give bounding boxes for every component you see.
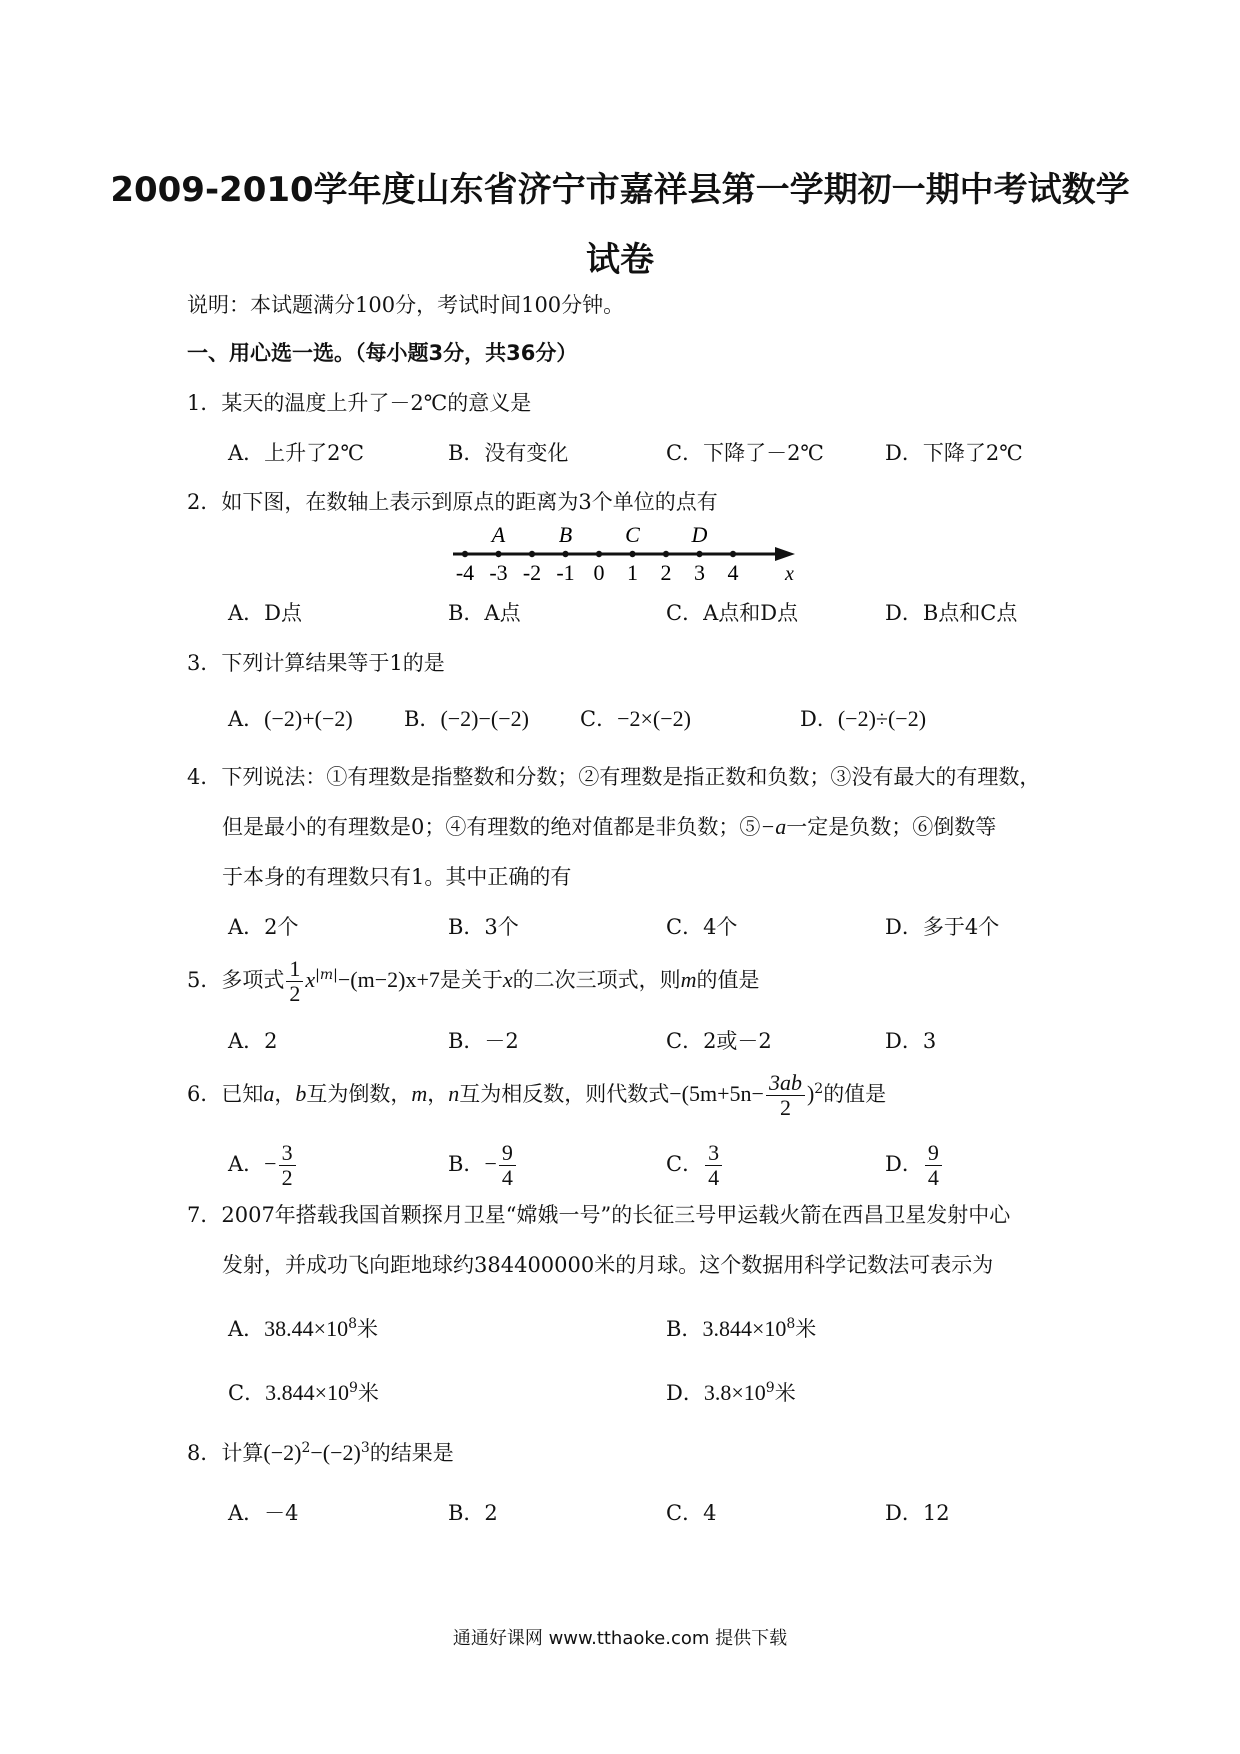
q5-option-b: B．－2 bbox=[448, 1029, 519, 1053]
exam-title-line1: 2009-2010学年度山东省济宁市嘉祥县第一学期初一期中考试数学 bbox=[110, 170, 1130, 210]
number-line-tick-label: -2 bbox=[522, 560, 542, 585]
number-line-tick-dot bbox=[462, 551, 468, 557]
number-line-tick-label: 4 bbox=[727, 560, 739, 585]
q2-option-d: D．B点和C点 bbox=[885, 601, 1018, 625]
q5-fraction: $\frac{1}{2}$ bbox=[286, 957, 303, 1006]
q8-option-d: D．12 bbox=[885, 1501, 950, 1525]
q8-option-b: B．2 bbox=[448, 1501, 498, 1525]
q2-option-b: B．A点 bbox=[448, 601, 521, 625]
number-line-tick-label: -4 bbox=[455, 560, 475, 585]
question-4-line2: 但是最小的有理数是0；④有理数的绝对值都是非负数；⑤−a一定是负数；⑥倒数等 bbox=[222, 814, 997, 839]
number-line-tick-dot bbox=[663, 551, 669, 557]
number-line-tick-label: -3 bbox=[489, 560, 508, 585]
q7-option-c: C．$3.844\times 10^9$米 bbox=[228, 1380, 379, 1405]
q7-option-d: D．$3.8\times 10^9$米 bbox=[666, 1380, 796, 1405]
q4-option-d: D．多于4个 bbox=[885, 915, 1000, 939]
number-line-point-label: B bbox=[558, 522, 573, 547]
q7-option-b: B．$3.844\times 10^8$米 bbox=[666, 1316, 817, 1341]
footer-watermark: 通通好课网 www.tthaoke.com 提供下载 bbox=[452, 1628, 788, 1649]
q4-option-a: A．2个 bbox=[228, 915, 299, 939]
q4-option-c: C．4个 bbox=[666, 915, 738, 939]
q6-fraction: $\frac{3ab}{2}$ bbox=[766, 1071, 805, 1120]
number-line-tick-dot bbox=[562, 551, 568, 557]
q2-option-a: A．D点 bbox=[228, 601, 303, 625]
q5-option-d: D．3 bbox=[885, 1029, 937, 1053]
question-3-stem: 3．下列计算结果等于1的是 bbox=[187, 651, 445, 675]
q5-option-a: A．2 bbox=[228, 1029, 278, 1053]
q4-option-b: B．3个 bbox=[448, 915, 519, 939]
number-line-tick-dot bbox=[596, 551, 602, 557]
q1-option-c: C．下降了－2℃ bbox=[666, 441, 824, 465]
number-line-point-label: A bbox=[491, 522, 506, 547]
question-4-line1: 4．下列说法：①有理数是指整数和分数；②有理数是指正数和负数；③没有最大的有理数， bbox=[187, 765, 1041, 789]
q3-option-a: A．(−2)+(−2) bbox=[228, 706, 353, 731]
number-line-tick-label: -1 bbox=[556, 560, 575, 585]
q6-option-c: C． $\frac{3}{4}$ bbox=[666, 1136, 724, 1192]
q7-option-a: A．$38.44\times 10^8$米 bbox=[228, 1316, 379, 1341]
number-line-tick-label: 1 bbox=[627, 560, 638, 585]
q3-option-d: D．(−2)÷(−2) bbox=[800, 706, 927, 731]
question-8-stem: 8．计算$(-2)^2-(-2)^3$的结果是 bbox=[187, 1440, 454, 1465]
q1-option-b: B．没有变化 bbox=[448, 441, 569, 465]
number-line-tick-label: 3 bbox=[694, 560, 705, 585]
number-line-axis-label: x bbox=[785, 563, 794, 585]
q2-option-c: C．A点和D点 bbox=[666, 601, 799, 625]
q6-option-a: A．− $\frac{3}{2}$ bbox=[228, 1136, 298, 1192]
q1-option-d: D．下降了2℃ bbox=[885, 441, 1023, 465]
q6-option-b: B．− $\frac{9}{4}$ bbox=[448, 1136, 518, 1192]
number-line-tick-dot bbox=[696, 551, 702, 557]
q5-option-c: C．2或－2 bbox=[666, 1029, 772, 1053]
question-6-stem: 6．已知a，b互为倒数，m，n互为相反数，则代数式−(5m+5n− $\frac{3ab}{2}$ )$^2$的值是 bbox=[187, 1070, 887, 1120]
number-line-tick-dot bbox=[730, 551, 736, 557]
q8-option-a: A．－4 bbox=[228, 1501, 299, 1525]
number-line-figure bbox=[445, 520, 805, 586]
number-line-tick-label: 2 bbox=[660, 560, 672, 585]
number-line-point-label: D bbox=[691, 522, 708, 547]
q1-option-a: A．上升了2℃ bbox=[228, 441, 365, 465]
instructions: 说明：本试题满分100分，考试时间100分钟。 bbox=[187, 293, 625, 317]
number-line-tick-dot bbox=[495, 551, 501, 557]
number-line-point-label: C bbox=[625, 522, 640, 547]
exam-title-line2: 试卷 bbox=[586, 240, 654, 280]
number-line-tick-label: 0 bbox=[593, 560, 605, 585]
question-4-line3: 于本身的有理数只有1。其中正确的有 bbox=[222, 865, 572, 889]
q3-option-c: C．−2×(−2) bbox=[580, 706, 691, 731]
question-7-line2: 发射，并成功飞向距地球约384400000米的月球。这个数据用科学记数法可表示为 bbox=[222, 1253, 994, 1277]
number-line-tick-dot bbox=[629, 551, 635, 557]
question-7-line1: 7．2007年搭载我国首颗探月卫星“嫦娥一号”的长征三号甲运载火箭在西昌卫星发射中心 bbox=[187, 1203, 1011, 1227]
section-heading: 一、用心选一选。（每小题3分，共36分） bbox=[187, 341, 578, 365]
q8-option-c: C．4 bbox=[666, 1501, 717, 1525]
number-line-tick-dot bbox=[529, 551, 535, 557]
question-1-stem: 1．某天的温度上升了－2℃的意义是 bbox=[187, 391, 532, 415]
question-5-stem: 5．多项式 $\frac{1}{2}$ $x^{|m|}-(m-2)x+7$是关于x的二次三项式，则m的值是 bbox=[187, 956, 760, 1006]
question-2-stem: 2．如下图，在数轴上表示到原点的距离为3个单位的点有 bbox=[187, 490, 718, 514]
q3-option-b: B．(−2)−(−2) bbox=[404, 706, 529, 731]
q6-option-d: D． $\frac{9}{4}$ bbox=[885, 1136, 944, 1192]
